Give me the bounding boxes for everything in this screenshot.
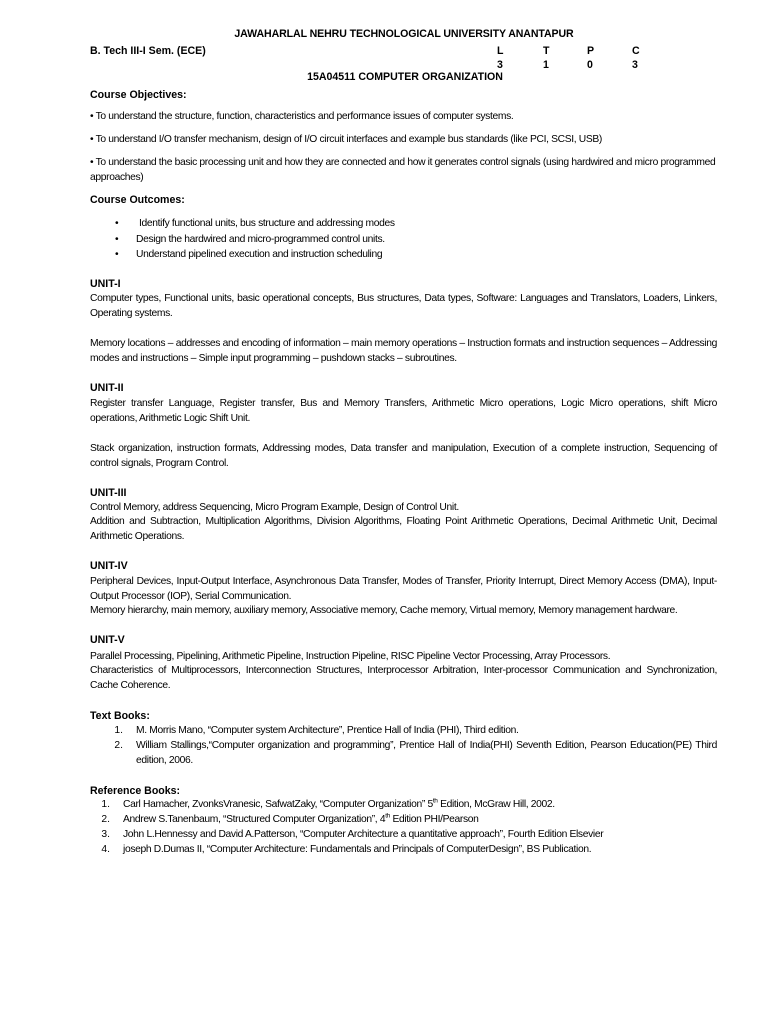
- unit-title: UNIT-III: [90, 487, 127, 499]
- unit-paragraph: Parallel Processing, Pipelining, Arithmetic Pipeline, Instruction Pipeline, RISC Pipeline Vector Processing, Array Processors.: [90, 651, 611, 662]
- reference-book-item: Carl Hamacher, ZvonksVranesic, SafwatZaky, “Computer Organization” 5th Edition, McGraw Hill, 2002.: [123, 797, 555, 810]
- outcomes-heading: Course Outcomes:: [90, 194, 185, 206]
- unit-title: UNIT-IV: [90, 560, 128, 572]
- outcome-bullet: •: [115, 234, 119, 245]
- ltpc-value-l: 3: [497, 59, 503, 71]
- ltpc-value-t: 1: [543, 59, 549, 71]
- reference-book-item: joseph D.Dumas II, “Computer Architecture: Fundamentals and Principals of ComputerDesign”, BS Publication.: [123, 844, 592, 855]
- text-book-item: William Stallings,“Computer organization and programming”, Prentice Hall of India(PHI) Seventh Edition, Pearson Education(PE) Third edition, 2006.: [136, 740, 717, 766]
- text-book-item: M. Morris Mano, “Computer system Architecture”, Prentice Hall of India (PHI), Third edition.: [136, 725, 519, 736]
- unit-paragraph: Computer types, Functional units, basic operational concepts, Bus structures, Data types, Software: Languages and Translators, Loaders, Linkers, Operating systems.: [90, 293, 717, 319]
- outcome-item: Identify functional units, bus structure and addressing modes: [139, 218, 395, 229]
- reference-book-item: Andrew S.Tanenbaum, “Structured Computer Organization”, 4th Edition PHI/Pearson: [123, 812, 479, 825]
- ltpc-header-p: P: [587, 45, 595, 57]
- outcome-item: Design the hardwired and micro-programmed control units.: [136, 234, 385, 245]
- course-title: 15A04511 COMPUTER ORGANIZATION: [307, 71, 503, 83]
- list-number: 2.: [101, 814, 110, 825]
- ltpc-header-l: L: [497, 45, 504, 57]
- unit-paragraph: Peripheral Devices, Input-Output Interface, Asynchronous Data Transfer, Modes of Transfer, Priority Interrupt, Direct Memory Access (DMA), Input-Output Processor (IOP), Serial Communication.: [90, 576, 717, 602]
- objective-item: • To understand the structure, function, characteristics and performance issues of computer systems.: [90, 111, 514, 122]
- ltpc-header-c: C: [632, 45, 640, 57]
- outcome-bullet: •: [115, 218, 119, 229]
- unit-title: UNIT-II: [90, 382, 124, 394]
- ltpc-value-p: 0: [587, 59, 593, 71]
- university-name: JAWAHARLAL NEHRU TECHNOLOGICAL UNIVERSITY ANANTAPUR: [234, 28, 574, 40]
- program-label: B. Tech III-I Sem. (ECE): [90, 45, 206, 57]
- unit-paragraph: Register transfer Language, Register transfer, Bus and Memory Transfers, Arithmetic Micro operations, Logic Micro operations, shift Micro operations, Arithmetic Logic Shift Unit.: [90, 398, 717, 424]
- text-books-heading: Text Books:: [90, 710, 150, 722]
- list-number: 1.: [101, 799, 110, 810]
- outcome-bullet: •: [115, 249, 119, 260]
- unit-paragraph: Control Memory, address Sequencing, Micro Program Example, Design of Control Unit.: [90, 502, 459, 513]
- reference-books-heading: Reference Books:: [90, 785, 181, 797]
- ltpc-header-t: T: [543, 45, 550, 57]
- unit-paragraph: Addition and Subtraction, Multiplication Algorithms, Division Algorithms, Floating Point Arithmetic Operations, Decimal Arithmetic Unit, Decimal Arithmetic Operations.: [90, 516, 717, 542]
- list-number: 3.: [101, 829, 110, 840]
- objective-item: • To understand I/O transfer mechanism, design of I/O circuit interfaces and example bus standards (like PCI, SCSI, USB): [90, 134, 602, 145]
- list-number: 2.: [114, 740, 123, 751]
- objective-item: • To understand the basic processing unit and how they are connected and how it generates control signals (using hardwired and micro programmed approaches): [90, 157, 716, 183]
- unit-paragraph: Memory hierarchy, main memory, auxiliary memory, Associative memory, Cache memory, Virtual memory, Memory management hardware.: [90, 605, 678, 616]
- unit-paragraph: Memory locations – addresses and encoding of information – main memory operations – Instruction formats and instruction sequences – Addressing modes and instructions – Simple input programming – pushdown stacks – subroutines.: [90, 338, 717, 364]
- objectives-heading: Course Objectives:: [90, 89, 187, 101]
- unit-title: UNIT-I: [90, 278, 121, 290]
- reference-book-item: John L.Hennessy and David A.Patterson, “Computer Architecture a quantitative approach”, Fourth Edition Elsevier: [123, 829, 604, 840]
- list-number: 4.: [101, 844, 110, 855]
- unit-paragraph: Characteristics of Multiprocessors, Interconnection Structures, Interprocessor Arbitration, Inter-processor Communication and Synchronization, Cache Coherence.: [90, 665, 717, 691]
- unit-title: UNIT-V: [90, 634, 125, 646]
- ltpc-value-c: 3: [632, 59, 638, 71]
- list-number: 1.: [114, 725, 123, 736]
- unit-paragraph: Stack organization, instruction formats, Addressing modes, Data transfer and manipulation, Execution of a complete instruction, Sequencing of control signals, Program Control.: [90, 443, 717, 469]
- outcome-item: Understand pipelined execution and instruction scheduling: [136, 249, 383, 260]
